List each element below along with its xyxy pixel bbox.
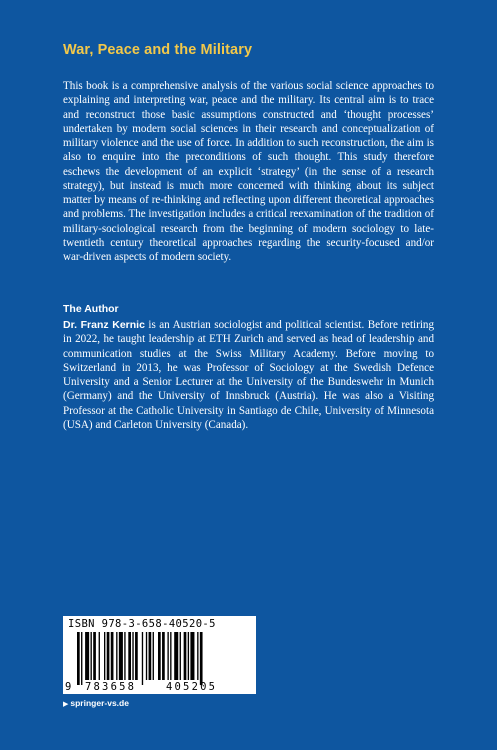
- barcode-bar: [85, 632, 89, 680]
- isbn-label: ISBN 978-3-658-40520-5: [68, 618, 216, 630]
- barcode-bar: [188, 632, 189, 680]
- website-text: springer-vs.de: [70, 698, 129, 708]
- barcode-bar: [91, 632, 92, 680]
- barcode-bar: [135, 632, 138, 680]
- book-description: This book is a comprehensive analysis of the various social science approaches to explaining and interpreting war, peace and the military. Its central aim is to trace and reconstruct those basic assumptions constructed and ‘thought processes’ undertaken by modern social sciences in their research and conceptualization of military violence and the use of force. In addition to such reconstruction, the aim is also to enquire into the preconditions of such thought. This study therefore eschews the development of an explicit ‘strategy’ (in the sense of a research strategy), but instead is much more concerned with thinking about its subject matter by means of re-thinking and reflecting upon different theoretical approaches and problems. The investigation includes a critical reexamination of the tradition of military-sociological research from the beginning of modern sociology to late-twentieth century theoretical approaches regarding the security-focused and/or war-driven aspects of modern society.: [63, 80, 434, 263]
- barcode-digit-first: 9: [65, 681, 72, 693]
- author-bio-paragraph: [63, 318, 434, 432]
- barcode-bar: [170, 632, 171, 680]
- barcode-bar: [174, 632, 178, 680]
- isbn-barcode: [63, 616, 256, 694]
- barcode-bar: [184, 632, 187, 680]
- barcode-bar: [142, 632, 143, 685]
- barcode-bar: [77, 632, 80, 685]
- barcode-bar: [104, 632, 105, 680]
- barcode-bar: [99, 632, 100, 680]
- barcode-bar: [158, 632, 161, 680]
- book-title: War, Peace and the Military: [63, 42, 253, 58]
- barcode-digits-left: 783658: [85, 681, 137, 693]
- barcode-bar: [111, 632, 114, 680]
- barcode-bar: [124, 632, 125, 680]
- barcode-bar: [119, 632, 123, 680]
- barcode-bar: [116, 632, 117, 680]
- arrow-icon: ▶: [63, 701, 69, 708]
- author-bio: is an Austrian sociologist and political scientist. Before retiring in 2022, he taught leadership at ETH Zurich and served as head of leadership and communication studies at the Swiss Military Academy. Before moving to Switzerland in 2013, he was Professor of Sociology at the Swedish Defence University and a Senior Lecturer at the University of the Bundeswehr in Munich (Germany) and the University of Innsbruck (Austria). He was also a Visiting Professor at the Catholic University in Santiago de Chile, University of Minnesota (USA) and Carleton University (Canada).: [63, 319, 434, 431]
- author-heading: The Author: [63, 303, 119, 315]
- barcode-bar: [162, 632, 165, 680]
- barcode-digits-right: 405205: [166, 681, 218, 693]
- barcode-bar: [93, 632, 96, 680]
- barcode-bar: [107, 632, 110, 680]
- barcode-bar: [180, 632, 181, 680]
- barcode-bar: [200, 632, 203, 685]
- barcode-bar: [190, 632, 194, 680]
- barcode-bar: [81, 632, 82, 685]
- author-name: Dr. Franz Kernic: [63, 319, 145, 331]
- barcode-bar: [132, 632, 133, 680]
- barcode-bar: [153, 632, 154, 680]
- barcode-bar: [128, 632, 131, 680]
- barcode-bar: [197, 632, 198, 680]
- barcode-bar: [167, 632, 168, 680]
- website-link[interactable]: [63, 698, 129, 708]
- barcode-bar: [146, 632, 147, 680]
- barcode-bar: [149, 632, 152, 680]
